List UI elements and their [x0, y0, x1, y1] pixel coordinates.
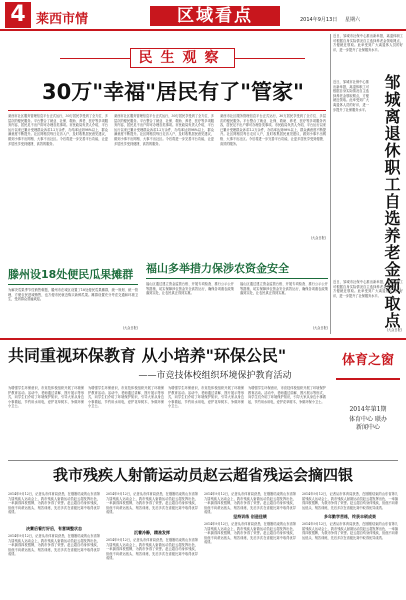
minsheng-headline: 30万"幸福"居民有了"管家" [42, 80, 304, 104]
story2-rule [146, 278, 328, 279]
feature-col-3: 为增强学生环保意识，市竞技体校组织开展了环境保护教育活动。活动中，老师通过讲解、图片展示等形式，向学生们介绍了环境保护知识，引导大家从身边小事做起，节约用水用电，爱护花草树木，争做环保小卫士。 [168, 386, 244, 409]
bottom-col-2b: 2014年9月12日，记者从市体育局获悉，在刚刚结束的山东省第九届残疾人运动会上，我市残疾人射箭运动员赵云超发挥出色，一举摘得四枚银牌，为我市争得了荣誉。赵云超自幼身体残疾，但他不向命运低头，刻苦训练，先后多次在省级比赛中取得优异成绩。 [106, 538, 198, 561]
side-story-body-2: 近日，邹城市社保中心推出新举措，离退休职工可根据自身实际情况自主选择养老金领取网点，方便就近领取。此举受到广大离退休人员的好评，进一步提升了社保服务水平。 [333, 280, 403, 298]
minsheng-label-line-right [235, 58, 305, 59]
story2-source: (大众日报) [312, 326, 328, 330]
bottom-col-2: 2014年9月12日，记者从市体育局获悉，在刚刚结束的山东省第九届残疾人运动会上，我市残疾人射箭运动员赵云超发挥出色，一举摘得四枚银牌，为我市争得了荣誉。赵云超自幼身体残疾，但他不向命运低头，刻苦训练，先后多次在省级比赛中取得优异成绩。 [106, 492, 198, 515]
side-story-intro: 近日，邹城市社保中心推出新举措，离退休职工可根据自身实际情况自主选择养老金领取网点，方便就近领取。此举受到广大离退休人员的好评，进一步提升了社保服务水平。 [333, 34, 403, 52]
story2-headline: 福山多举措力保涉农资金安全 [146, 262, 289, 275]
minsheng-label-line-left [60, 58, 130, 59]
bottom-subhead-4: 多年勤学苦练，终获丰硕成果 [324, 514, 376, 519]
banner-title: 区域看点 [177, 6, 253, 26]
side-story-source: (大众日报) [386, 328, 402, 332]
bottom-col-1: 2014年9月12日，记者从市体育局获悉，在刚刚结束的山东省第九届残疾人运动会上，我市残疾人射箭运动员赵云超发挥出色，一举摘得四枚银牌，为我市争得了荣誉。赵云超自幼身体残疾，但他不向命运低头，刻苦训练，先后多次在省级比赛中取得优异成绩。 [8, 492, 100, 515]
story2-col-2: 福山区通过建立资金监管台账、开展专项检查、推行公示公开等措施，切实保障涉农资金安全高效运行，确保各项惠农政策落到实处，让农民真正得到实惠。 [240, 282, 328, 296]
bottom-col-1b: 2014年9月12日，记者从市体育局获悉，在刚刚结束的山东省第九届残疾人运动会上，我市残疾人射箭运动员赵云超发挥出色，一举摘得四枚银牌，为我市争得了荣誉。赵云超自幼身体残疾，但他不向命运低头，刻苦训练，先后多次在省级比赛中取得优异成绩。 [8, 534, 100, 557]
minsheng-label: 民生观察 [138, 50, 227, 66]
sports-badge-bar [336, 378, 400, 380]
bottom-col-4: 2014年9月12日，记者从市体育局获悉，在刚刚结束的山东省第九届残疾人运动会上，我市残疾人射箭运动员赵云超发挥出色，一举摘得四枚银牌，为我市争得了荣誉。赵云超自幼身体残疾，但他不向命运低头，刻苦训练，先后多次在省级比赛中取得优异成绩。 [302, 492, 398, 510]
bottom-col-4b: 2014年9月12日，记者从市体育局获悉，在刚刚结束的山东省第九届残疾人运动会上，我市残疾人射箭运动员赵云超发挥出色，一举摘得四枚银牌，为我市争得了荣誉。赵云超自幼身体残疾，但他不向命运低头，刻苦训练，先后多次在省级比赛中取得优异成绩。 [302, 522, 398, 540]
minsheng-rule [8, 110, 326, 111]
minsheng-col-3: 莱西市社区服务管理信息平台正式运行，30万居民享受到了全方位、多层次的便民服务。平台整合了就业、社保、救助、养老、医疗等多项服务内容，居民足不出户即可办理各类事项。市民政局负责人介绍，平台运行以来已累计受理群众诉求1.2万余件，办结率达到98%以上，群众满意度不断提升。社区网格员每日走访入户，及时收集居民意见建议，做到小事不出网格、大事不出社区。今后将进一步完善平台功能，让更多居民享受到便捷、高效的服务。 [220, 114, 326, 146]
issue-date: 2014年9月13日 [300, 17, 338, 23]
feature-col-1: 为增强学生环保意识，市竞技体校组织开展了环境保护教育活动。活动中，老师通过讲解、图片展示等形式，向学生们介绍了环境保护知识，引导大家从身边小事做起，节约用水用电，爱护花草树木，争做环保小卫士。 [8, 386, 84, 409]
feature-col-2: 为增强学生环保意识，市竞技体校组织开展了环境保护教育活动。活动中，老师通过讲解、图片展示等形式，向学生们介绍了环境保护知识，引导大家从身边小事做起，节约用水用电，爱护花草树木，争做环保小卫士。 [88, 386, 164, 409]
minsheng-source: (大众日报) [310, 236, 326, 240]
bottom-col-3b: 2014年9月12日，记者从市体育局获悉，在刚刚结束的山东省第九届残疾人运动会上，我市残疾人射箭运动员赵云超发挥出色，一举摘得四枚银牌，为我市争得了荣誉。赵云超自幼身体残疾，但他不向命运低头，刻苦训练，先后多次在省级比赛中取得优异成绩。 [204, 522, 296, 545]
feature-col-4: 为增强学生环保意识，市竞技体校组织开展了环境保护教育活动。活动中，老师通过讲解、图片展示等形式，向学生们介绍了环境保护知识，引导大家从身边小事做起，节约用水用电，爱护花草树木，争做环保小卫士。 [248, 386, 326, 404]
feature-subheadline: ——市竞技体校组织环境保护教育活动 [138, 371, 292, 381]
story1-source: (大众日报) [122, 326, 138, 330]
story1-body: 为解决瓜果季节性销售难题，滕州市在城区设置了18处便民瓜果摊群，统一规划、统一管理，方便农民进城销售，也方便市民就近购买新鲜瓜果。摊群设置充分考虑交通和环境卫生，受到群众普遍欢迎。 [8, 288, 138, 302]
bottom-col-3: 2014年9月12日，记者从市体育局获悉，在刚刚结束的山东省第九届残疾人运动会上，我市残疾人射箭运动员赵云超发挥出色，一举摘得四枚银牌，为我市争得了荣誉。赵云超自幼身体残疾，但他不向命运低头，刻苦训练，先后多次在省级比赛中取得优异成绩。 [204, 492, 296, 515]
feature-top-rule [0, 338, 406, 340]
sports-badge-title: 体育之窗 [341, 353, 394, 368]
bottom-subhead-2: 沉着冷静，精准发挥 [134, 530, 170, 535]
story1-headline: 滕州设18处便民瓜果摊群 [8, 268, 134, 281]
story2-col-1: 福山区通过建立资金监管台账、开展专项检查、推行公示公开等措施，切实保障涉农资金安全高效运行，确保各项惠农政策落到实处，让农民真正得到实惠。 [146, 282, 234, 296]
header-rule [0, 29, 406, 31]
section-name: 莱西市情 [36, 12, 89, 27]
bottom-rule [8, 460, 398, 461]
side-story-body: 近日，邹城市社保中心推出新举措，离退休职工可根据自身实际情况自主选择养老金领取网点，方便就近领取。此举受到广大离退休人员的好评，进一步提升了社保服务水平。 [333, 80, 369, 112]
issue-weekday: 星期六 [345, 17, 361, 23]
story1-rule [8, 284, 138, 285]
sports-badge-org2: 新闻中心 [355, 424, 380, 431]
minsheng-col-2: 莱西市社区服务管理信息平台正式运行，30万居民享受到了全方位、多层次的便民服务。平台整合了就业、社保、救助、养老、医疗等多项服务内容，居民足不出户即可办理各类事项。市民政局负责人介绍，平台运行以来已累计受理群众诉求1.2万余件，办结率达到98%以上，群众满意度不断提升。社区网格员每日走访入户，及时收集居民意见建议，做到小事不出网格、大事不出社区。今后将进一步完善平台功能，让更多居民享受到便捷、高效的服务。 [114, 114, 214, 146]
bottom-headline: 我市残疾人射箭运动员赵云超省残运会摘四银 [52, 466, 353, 484]
minsheng-col-1: 莱西市社区服务管理信息平台正式运行，30万居民享受到了全方位、多层次的便民服务。平台整合了就业、社保、救助、养老、医疗等多项服务内容，居民足不出户即可办理各类事项。市民政局负责人介绍，平台运行以来已累计受理群众诉求1.2万余件，办结率达到98%以上，群众满意度不断提升。社区网格员每日走访入户，及时收集居民意见建议，做到小事不出网格、大事不出社区。今后将进一步完善平台功能，让更多居民享受到便捷、高效的服务。 [8, 114, 108, 146]
sports-badge-org: 体育中心 联办 [349, 416, 387, 423]
feature-headline: 共同重视环保教育 从小培养"环保公民" [8, 346, 287, 365]
sports-badge-issue: 2014年第1期 [349, 406, 387, 413]
bottom-subhead-3: 坚持训练 创造佳绩 [233, 514, 267, 519]
side-story-headline: 邹城离退休职工自选养老金领取点 [382, 74, 401, 329]
bottom-subhead-1: 决赛后看打好后，有意调整状态 [26, 526, 82, 531]
page-number: 4 [5, 2, 31, 28]
column-divider [330, 34, 331, 334]
